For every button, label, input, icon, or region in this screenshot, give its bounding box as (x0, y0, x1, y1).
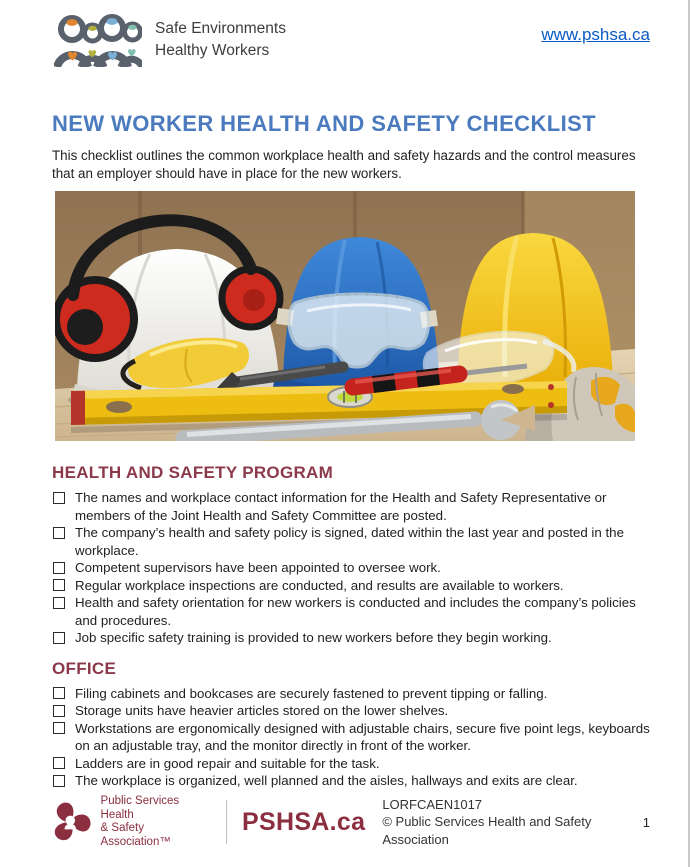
association-name-line-1: Public Services Health (100, 795, 180, 821)
checkbox[interactable] (53, 632, 65, 644)
checkbox[interactable] (53, 579, 65, 591)
section-heading: HEALTH AND SAFETY PROGRAM (52, 463, 334, 482)
checklist-item-text: Workstations are ergonomically designed with adjustable chairs, secure five point legs, keyboards on an adjustable tray, and the monitor directly in front of the worker. (75, 720, 650, 753)
document-meta (382, 796, 642, 849)
checklist-item-text: Job specific safety training is provided to new workers before they begin working. (75, 630, 552, 645)
checkbox[interactable] (53, 597, 65, 609)
tagline-line-2: Healthy Workers (155, 42, 270, 59)
checklist-item-text: Storage units have heavier articles stored on the lower shelves. (75, 703, 449, 718)
checkbox[interactable] (53, 687, 65, 699)
page-header (0, 0, 688, 67)
checklist-item (52, 577, 652, 595)
checklist-item (52, 685, 652, 703)
checklist-item (52, 720, 652, 755)
checkbox[interactable] (53, 492, 65, 504)
checklist-item-text: Filing cabinets and bookcases are securely fastened to prevent tipping or falling. (75, 685, 548, 701)
document-code: LORFCAEN1017 (382, 796, 483, 812)
checklist-item (52, 755, 652, 773)
checklist-item-text: Health and safety orientation for new workers is conducted and includes the company’s policies and procedures. (75, 595, 636, 628)
checklist-item (52, 594, 652, 629)
section-office (0, 659, 688, 790)
website-link[interactable]: www.pshsa.ca (541, 25, 650, 44)
checklist-item (52, 772, 652, 790)
pshsa-wordmark: PSHSA.ca (242, 807, 366, 836)
header-brand (54, 13, 286, 67)
association-logo-block (46, 795, 209, 849)
checklist (52, 489, 652, 647)
checklist-item (52, 489, 652, 524)
checklist-item-text: The names and workplace contact information for the Health and Safety Representative or members of the Joint Health and Safety Committee are posted. (75, 490, 607, 523)
footer-divider (226, 800, 227, 844)
hard-hats-photo-illustration (55, 191, 635, 441)
tagline-line-1: Safe Environments (155, 20, 286, 37)
checkbox[interactable] (53, 527, 65, 539)
people-group-logo-icon (54, 13, 142, 67)
section-health-and-safety-program (0, 463, 688, 647)
section-heading: OFFICE (52, 658, 117, 678)
page-title: NEW WORKER HEALTH AND SAFETY CHECKLIST (52, 111, 597, 136)
checkbox[interactable] (53, 705, 65, 717)
checkbox[interactable] (53, 757, 65, 769)
checklist-item (52, 629, 652, 647)
safety-equipment-photo (55, 191, 635, 441)
checklist-item-text: The company’s health and safety policy is signed, dated within the last year and posted in the workplace. (75, 525, 624, 558)
checklist-item-text: Ladders are in good repair and suitable for the task. (75, 755, 380, 771)
checklist-item-text: Competent supervisors have been appointed to oversee work. (75, 560, 441, 575)
checklist-item (52, 702, 652, 720)
checkbox[interactable] (53, 775, 65, 787)
association-name (101, 795, 210, 849)
checklist-item-text: Regular workplace inspections are conducted, and results are available to workers. (75, 577, 564, 593)
checklist (52, 685, 652, 790)
copyright-text: © Public Services Health and Safety Association (382, 814, 592, 847)
trillium-logo-icon (46, 798, 95, 846)
intro-paragraph: This checklist outlines the common workplace health and safety hazards and the control measures that an employer should have in place for the new workers. (52, 148, 636, 181)
checkbox[interactable] (53, 562, 65, 574)
checkbox[interactable] (53, 722, 65, 734)
checklist-item (52, 559, 652, 577)
association-name-line-2: & Safety Association™ (100, 822, 171, 848)
checklist-item (52, 524, 652, 559)
page-footer (46, 795, 654, 849)
checklist-item-text: The workplace is organized, well planned and the aisles, hallways and exits are clear. (75, 773, 578, 788)
page-number: 1 (642, 814, 650, 830)
brand-tagline (155, 18, 286, 62)
